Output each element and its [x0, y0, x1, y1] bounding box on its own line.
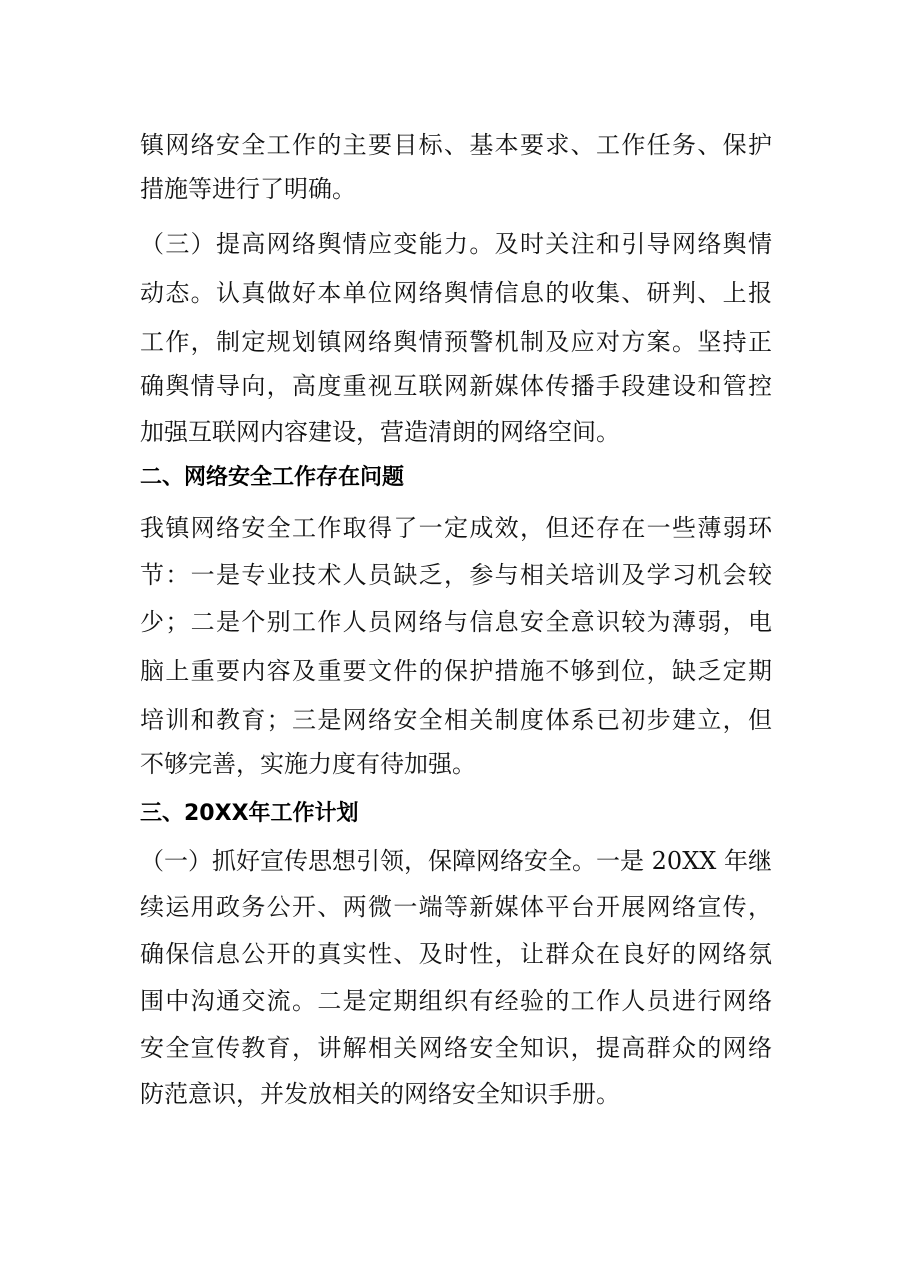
paragraph-line: （一）抓好宣传思想引领，保障网络安全。一是 20XX 年继	[140, 847, 772, 875]
paragraph-line: 确舆情导向，高度重视互联网新媒体传播手段建设和管控	[140, 372, 772, 400]
paragraph-line: （三）提高网络舆情应变能力。及时关注和引导网络舆情	[140, 230, 772, 258]
section-heading: 二、网络安全工作存在问题	[140, 465, 405, 490]
paragraph-line: 培训和教育；三是网络安全相关制度体系已初步建立，但	[140, 706, 772, 734]
paragraph-line: 防范意识，并发放相关的网络安全知识手册。	[140, 1080, 620, 1108]
paragraph-line: 措施等进行了明确。	[140, 175, 356, 203]
paragraph-line: 加强互联网内容建设，营造清朗的网络空间。	[140, 418, 620, 446]
paragraph-line: 我镇网络安全工作取得了一定成效，但还存在一些薄弱环	[140, 514, 772, 542]
paragraph-line: 镇网络安全工作的主要目标、基本要求、工作任务、保护	[140, 131, 772, 159]
section-heading: 三、20XX年工作计划	[140, 801, 359, 826]
paragraph-line: 脑上重要内容及重要文件的保护措施不够到位，缺乏定期	[140, 657, 772, 685]
paragraph-line: 安全宣传教育，讲解相关网络安全知识，提高群众的网络	[140, 1034, 772, 1062]
paragraph-line: 确保信息公开的真实性、及时性，让群众在良好的网络氛	[140, 940, 772, 968]
paragraph-line: 围中沟通交流。二是定期组织有经验的工作人员进行网络	[140, 987, 772, 1015]
paragraph-line: 工作，制定规划镇网络舆情预警机制及应对方案。坚持正	[140, 328, 772, 356]
paragraph-line: 续运用政务公开、两微一端等新媒体平台开展网络宣传，	[140, 893, 772, 921]
paragraph-line: 少；二是个别工作人员网络与信息安全意识较为薄弱，电	[140, 608, 772, 636]
paragraph-line: 节：一是专业技术人员缺乏，参与相关培训及学习机会较	[140, 561, 772, 589]
paragraph-line: 动态。认真做好本单位网络舆情信息的收集、研判、上报	[140, 279, 772, 307]
paragraph-line: 不够完善，实施力度有待加强。	[140, 750, 476, 778]
